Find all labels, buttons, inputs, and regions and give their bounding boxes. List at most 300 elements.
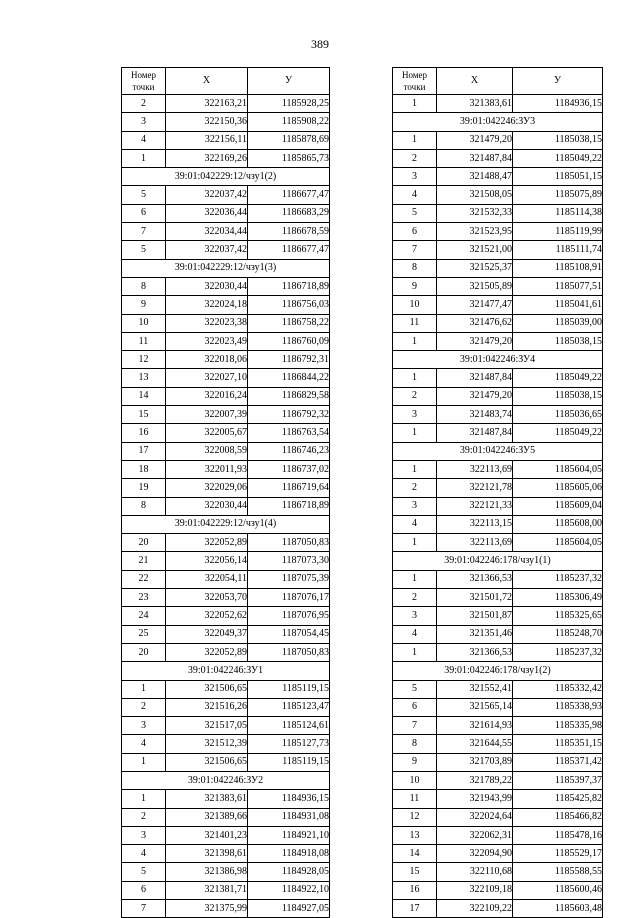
- y-coordinate-cell: 1185114,38: [513, 204, 603, 222]
- table-row: [393, 698, 603, 716]
- x-coordinate-cell: 321501,87: [437, 607, 513, 625]
- point-number-cell: 4: [393, 186, 437, 204]
- y-coordinate-cell: 1185111,74: [513, 241, 603, 259]
- header-x: X: [437, 68, 513, 95]
- y-coordinate-cell: 1185119,99: [513, 223, 603, 241]
- y-coordinate-cell: 1184918,08: [248, 845, 330, 863]
- point-number-cell: 4: [122, 845, 166, 863]
- point-number-cell: 5: [122, 186, 166, 204]
- table-row: [122, 351, 330, 369]
- y-coordinate-cell: 1185478,16: [513, 826, 603, 844]
- x-coordinate-cell: 321375,99: [166, 900, 248, 918]
- x-coordinate-cell: 321506,65: [166, 753, 248, 771]
- y-coordinate-cell: 1184921,10: [248, 826, 330, 844]
- y-coordinate-cell: 1185237,32: [513, 570, 603, 588]
- x-coordinate-cell: 321483,74: [437, 406, 513, 424]
- y-coordinate-cell: 1185051,15: [513, 168, 603, 186]
- y-coordinate-cell: 1185397,37: [513, 771, 603, 789]
- x-coordinate-cell: 322156,11: [166, 131, 248, 149]
- section-row: [122, 259, 330, 277]
- point-number-cell: 16: [122, 424, 166, 442]
- x-coordinate-cell: 322005,67: [166, 424, 248, 442]
- x-coordinate-cell: 322109,22: [437, 900, 513, 918]
- table-row: [122, 625, 330, 643]
- table-row: [393, 277, 603, 295]
- y-coordinate-cell: 1186829,58: [248, 387, 330, 405]
- table-row: [122, 406, 330, 424]
- y-coordinate-cell: 1185108,91: [513, 259, 603, 277]
- y-coordinate-cell: 1185049,22: [513, 424, 603, 442]
- header-y: У: [248, 68, 330, 95]
- table-row: [122, 479, 330, 497]
- table-row: [393, 259, 603, 277]
- y-coordinate-cell: 1187050,83: [248, 534, 330, 552]
- point-number-cell: 4: [122, 131, 166, 149]
- point-number-cell: 1: [122, 790, 166, 808]
- table-row: [393, 808, 603, 826]
- table-row: [122, 534, 330, 552]
- x-coordinate-cell: 322023,49: [166, 332, 248, 350]
- y-coordinate-cell: 1184936,15: [513, 95, 603, 113]
- point-number-cell: 1: [393, 534, 437, 552]
- point-number-cell: 24: [122, 607, 166, 625]
- table-row: [393, 369, 603, 387]
- point-number-cell: 13: [122, 369, 166, 387]
- x-coordinate-cell: 321386,98: [166, 863, 248, 881]
- y-coordinate-cell: 1185237,32: [513, 643, 603, 661]
- y-coordinate-cell: 1187054,45: [248, 625, 330, 643]
- y-coordinate-cell: 1186677,47: [248, 241, 330, 259]
- point-number-cell: 15: [122, 406, 166, 424]
- y-coordinate-cell: 1185123,47: [248, 698, 330, 716]
- table-row: [122, 735, 330, 753]
- point-number-cell: 3: [122, 717, 166, 735]
- coordinates-table-right: [392, 67, 603, 918]
- table-row: [122, 900, 330, 918]
- point-number-cell: 7: [122, 223, 166, 241]
- x-coordinate-cell: 321351,46: [437, 625, 513, 643]
- header-x: X: [166, 68, 248, 95]
- table-row: [122, 204, 330, 222]
- y-coordinate-cell: 1186792,31: [248, 351, 330, 369]
- x-coordinate-cell: 321487,84: [437, 424, 513, 442]
- x-coordinate-cell: 322113,69: [437, 460, 513, 478]
- section-row: [393, 351, 603, 369]
- table-row: [122, 296, 330, 314]
- table-row: [393, 570, 603, 588]
- point-number-cell: 7: [122, 900, 166, 918]
- x-coordinate-cell: 321565,14: [437, 698, 513, 716]
- table-row: [393, 460, 603, 478]
- y-coordinate-cell: 1185351,15: [513, 735, 603, 753]
- x-coordinate-cell: 321552,41: [437, 680, 513, 698]
- x-coordinate-cell: 322054,11: [166, 570, 248, 588]
- point-number-cell: 1: [122, 149, 166, 167]
- x-coordinate-cell: 322049,37: [166, 625, 248, 643]
- table-row: [393, 95, 603, 113]
- section-label: 39:01:042246:178/чзу1(2): [393, 662, 603, 680]
- y-coordinate-cell: 1185124,61: [248, 717, 330, 735]
- point-number-cell: 2: [122, 95, 166, 113]
- y-coordinate-cell: 1185127,73: [248, 735, 330, 753]
- table-body-left: [122, 95, 330, 918]
- point-number-cell: 1: [393, 424, 437, 442]
- point-number-cell: 23: [122, 589, 166, 607]
- point-number-cell: 16: [393, 881, 437, 899]
- y-coordinate-cell: 1185335,98: [513, 717, 603, 735]
- point-number-cell: 7: [393, 717, 437, 735]
- x-coordinate-cell: 321477,47: [437, 296, 513, 314]
- table-row: [122, 698, 330, 716]
- point-number-cell: 4: [393, 625, 437, 643]
- header-row: [393, 68, 603, 95]
- point-number-cell: 6: [393, 698, 437, 716]
- section-label: 39:01:042229:12/чзу1(3): [122, 259, 330, 277]
- x-coordinate-cell: 321789,22: [437, 771, 513, 789]
- y-coordinate-cell: 1184936,15: [248, 790, 330, 808]
- point-number-cell: 6: [122, 204, 166, 222]
- table-row: [122, 460, 330, 478]
- table-row: [122, 332, 330, 350]
- y-coordinate-cell: 1185588,55: [513, 863, 603, 881]
- table-row: [122, 607, 330, 625]
- table-row: [393, 607, 603, 625]
- x-coordinate-cell: 321517,05: [166, 717, 248, 735]
- section-label: 39:01:042246:ЗУ1: [122, 662, 330, 680]
- point-number-cell: 8: [393, 735, 437, 753]
- y-coordinate-cell: 1185928,25: [248, 95, 330, 113]
- y-coordinate-cell: 1185878,69: [248, 131, 330, 149]
- x-coordinate-cell: 321943,99: [437, 790, 513, 808]
- y-coordinate-cell: 1185077,51: [513, 277, 603, 295]
- point-number-cell: 6: [393, 223, 437, 241]
- y-coordinate-cell: 1186677,47: [248, 186, 330, 204]
- x-coordinate-cell: 322030,44: [166, 277, 248, 295]
- section-row: [122, 662, 330, 680]
- point-number-cell: 9: [393, 277, 437, 295]
- table-row: [122, 881, 330, 899]
- x-coordinate-cell: 322056,14: [166, 552, 248, 570]
- x-coordinate-cell: 321525,37: [437, 259, 513, 277]
- x-coordinate-cell: 322024,64: [437, 808, 513, 826]
- y-coordinate-cell: 1185075,89: [513, 186, 603, 204]
- section-label: 39:01:042246:178/чзу1(1): [393, 552, 603, 570]
- table-row: [393, 131, 603, 149]
- table-row: [393, 314, 603, 332]
- table-row: [122, 113, 330, 131]
- table-row: [122, 790, 330, 808]
- x-coordinate-cell: 321479,20: [437, 131, 513, 149]
- y-coordinate-cell: 1185119,15: [248, 680, 330, 698]
- table-row: [393, 589, 603, 607]
- x-coordinate-cell: 322052,62: [166, 607, 248, 625]
- section-label: 39:01:042246:ЗУ4: [393, 351, 603, 369]
- y-coordinate-cell: 1186719,64: [248, 479, 330, 497]
- point-number-cell: 10: [393, 771, 437, 789]
- y-coordinate-cell: 1187076,17: [248, 589, 330, 607]
- table-row: [393, 241, 603, 259]
- table-row: [122, 223, 330, 241]
- table-row: [393, 790, 603, 808]
- y-coordinate-cell: 1186792,32: [248, 406, 330, 424]
- y-coordinate-cell: 1185908,22: [248, 113, 330, 131]
- x-coordinate-cell: 322037,42: [166, 241, 248, 259]
- coordinates-table-left: [121, 67, 330, 918]
- point-number-cell: 17: [122, 442, 166, 460]
- point-number-cell: 2: [393, 387, 437, 405]
- table-row: [393, 223, 603, 241]
- x-coordinate-cell: 322113,15: [437, 515, 513, 533]
- header-point-number: Номер точки: [122, 68, 166, 95]
- x-coordinate-cell: 321523,95: [437, 223, 513, 241]
- x-coordinate-cell: 322110,68: [437, 863, 513, 881]
- header-y: У: [513, 68, 603, 95]
- table-row: [393, 643, 603, 661]
- point-number-cell: 7: [393, 241, 437, 259]
- point-number-cell: 1: [122, 753, 166, 771]
- y-coordinate-cell: 1185529,17: [513, 845, 603, 863]
- x-coordinate-cell: 322036,44: [166, 204, 248, 222]
- x-coordinate-cell: 321479,20: [437, 387, 513, 405]
- point-number-cell: 20: [122, 534, 166, 552]
- table-row: [393, 900, 603, 918]
- x-coordinate-cell: 321366,53: [437, 570, 513, 588]
- point-number-cell: 3: [122, 826, 166, 844]
- y-coordinate-cell: 1185425,82: [513, 790, 603, 808]
- y-coordinate-cell: 1186718,89: [248, 497, 330, 515]
- y-coordinate-cell: 1187076,95: [248, 607, 330, 625]
- table-row: [393, 534, 603, 552]
- table-row: [122, 277, 330, 295]
- point-number-cell: 9: [122, 296, 166, 314]
- x-coordinate-cell: 322007,39: [166, 406, 248, 424]
- x-coordinate-cell: 322121,78: [437, 479, 513, 497]
- x-coordinate-cell: 321614,93: [437, 717, 513, 735]
- table-row: [393, 186, 603, 204]
- point-number-cell: 3: [393, 497, 437, 515]
- table-row: [393, 424, 603, 442]
- y-coordinate-cell: 1186763,54: [248, 424, 330, 442]
- point-number-cell: 5: [122, 863, 166, 881]
- table-row: [122, 387, 330, 405]
- x-coordinate-cell: 321389,66: [166, 808, 248, 826]
- point-number-cell: 2: [393, 149, 437, 167]
- table-row: [393, 881, 603, 899]
- table-row: [393, 863, 603, 881]
- point-number-cell: 3: [122, 113, 166, 131]
- point-number-cell: 9: [393, 753, 437, 771]
- table-row: [122, 241, 330, 259]
- point-number-cell: 14: [122, 387, 166, 405]
- y-coordinate-cell: 1185608,00: [513, 515, 603, 533]
- y-coordinate-cell: 1185338,93: [513, 698, 603, 716]
- section-row: [393, 113, 603, 131]
- table-row: [122, 753, 330, 771]
- x-coordinate-cell: 322113,69: [437, 534, 513, 552]
- x-coordinate-cell: 322163,21: [166, 95, 248, 113]
- point-number-cell: 6: [122, 881, 166, 899]
- section-row: [122, 771, 330, 789]
- y-coordinate-cell: 1187075,39: [248, 570, 330, 588]
- x-coordinate-cell: 321703,89: [437, 753, 513, 771]
- x-coordinate-cell: 321508,05: [437, 186, 513, 204]
- table-row: [393, 406, 603, 424]
- point-number-cell: 3: [393, 168, 437, 186]
- x-coordinate-cell: 321487,84: [437, 149, 513, 167]
- table-row: [393, 845, 603, 863]
- y-coordinate-cell: 1184922,10: [248, 881, 330, 899]
- y-coordinate-cell: 1185036,65: [513, 406, 603, 424]
- point-number-cell: 1: [393, 332, 437, 350]
- y-coordinate-cell: 1186756,03: [248, 296, 330, 314]
- y-coordinate-cell: 1185332,42: [513, 680, 603, 698]
- table-row: [393, 204, 603, 222]
- point-number-cell: 15: [393, 863, 437, 881]
- table-row: [122, 442, 330, 460]
- table-row: [393, 717, 603, 735]
- header-point-number: Номер точки: [393, 68, 437, 95]
- section-label: 39:01:042229:12/чзу1(4): [122, 515, 330, 533]
- y-coordinate-cell: 1185306,49: [513, 589, 603, 607]
- y-coordinate-cell: 1185604,05: [513, 460, 603, 478]
- y-coordinate-cell: 1185466,82: [513, 808, 603, 826]
- x-coordinate-cell: 321381,71: [166, 881, 248, 899]
- table-row: [393, 168, 603, 186]
- x-coordinate-cell: 322053,70: [166, 589, 248, 607]
- point-number-cell: 5: [393, 204, 437, 222]
- point-number-cell: 13: [393, 826, 437, 844]
- point-number-cell: 11: [393, 790, 437, 808]
- section-row: [122, 168, 330, 186]
- point-number-cell: 1: [393, 95, 437, 113]
- table-row: [122, 808, 330, 826]
- point-number-cell: 17: [393, 900, 437, 918]
- point-number-cell: 25: [122, 625, 166, 643]
- x-coordinate-cell: 322034,44: [166, 223, 248, 241]
- y-coordinate-cell: 1186737,02: [248, 460, 330, 478]
- x-coordinate-cell: 321383,61: [437, 95, 513, 113]
- table-row: [393, 680, 603, 698]
- point-number-cell: 5: [393, 680, 437, 698]
- point-number-cell: 1: [393, 643, 437, 661]
- y-coordinate-cell: 1185038,15: [513, 131, 603, 149]
- section-label: 39:01:042246:ЗУ5: [393, 442, 603, 460]
- table-row: [393, 753, 603, 771]
- y-coordinate-cell: 1186746,23: [248, 442, 330, 460]
- x-coordinate-cell: 322052,89: [166, 534, 248, 552]
- table-row: [122, 680, 330, 698]
- point-number-cell: 1: [393, 369, 437, 387]
- table-body-right: [393, 95, 603, 918]
- x-coordinate-cell: 322169,26: [166, 149, 248, 167]
- x-coordinate-cell: 322062,31: [437, 826, 513, 844]
- x-coordinate-cell: 321512,39: [166, 735, 248, 753]
- x-coordinate-cell: 322018,06: [166, 351, 248, 369]
- table-row: [122, 717, 330, 735]
- table-row: [122, 552, 330, 570]
- point-number-cell: 19: [122, 479, 166, 497]
- section-row: [393, 662, 603, 680]
- table-row: [122, 845, 330, 863]
- y-coordinate-cell: 1185605,06: [513, 479, 603, 497]
- point-number-cell: 5: [122, 241, 166, 259]
- x-coordinate-cell: 322030,44: [166, 497, 248, 515]
- header-row: [122, 68, 330, 95]
- x-coordinate-cell: 322037,42: [166, 186, 248, 204]
- x-coordinate-cell: 321479,20: [437, 332, 513, 350]
- table-row: [122, 424, 330, 442]
- table-row: [393, 149, 603, 167]
- table-row: [393, 296, 603, 314]
- point-number-cell: 21: [122, 552, 166, 570]
- x-coordinate-cell: 321476,62: [437, 314, 513, 332]
- point-number-cell: 18: [122, 460, 166, 478]
- point-number-cell: 11: [393, 314, 437, 332]
- section-label: 39:01:042246:ЗУ3: [393, 113, 603, 131]
- point-number-cell: 12: [393, 808, 437, 826]
- table-row: [122, 314, 330, 332]
- y-coordinate-cell: 1185038,15: [513, 332, 603, 350]
- point-number-cell: 4: [122, 735, 166, 753]
- y-coordinate-cell: 1186758,22: [248, 314, 330, 332]
- x-coordinate-cell: 322027,10: [166, 369, 248, 387]
- table-row: [122, 149, 330, 167]
- table-row: [122, 497, 330, 515]
- x-coordinate-cell: 322094,90: [437, 845, 513, 863]
- y-coordinate-cell: 1186678,59: [248, 223, 330, 241]
- point-number-cell: 8: [122, 497, 166, 515]
- y-coordinate-cell: 1185865,73: [248, 149, 330, 167]
- y-coordinate-cell: 1185600,46: [513, 881, 603, 899]
- y-coordinate-cell: 1185609,04: [513, 497, 603, 515]
- y-coordinate-cell: 1187050,83: [248, 643, 330, 661]
- x-coordinate-cell: 322016,24: [166, 387, 248, 405]
- section-label: 39:01:042246:ЗУ2: [122, 771, 330, 789]
- y-coordinate-cell: 1185248,70: [513, 625, 603, 643]
- point-number-cell: 22: [122, 570, 166, 588]
- table-row: [122, 95, 330, 113]
- y-coordinate-cell: 1185325,65: [513, 607, 603, 625]
- x-coordinate-cell: 321383,61: [166, 790, 248, 808]
- x-coordinate-cell: 322121,33: [437, 497, 513, 515]
- table-row: [122, 826, 330, 844]
- y-coordinate-cell: 1185603,48: [513, 900, 603, 918]
- point-number-cell: 1: [393, 131, 437, 149]
- point-number-cell: 2: [122, 698, 166, 716]
- x-coordinate-cell: 321521,00: [437, 241, 513, 259]
- table-row: [122, 589, 330, 607]
- table-row: [122, 570, 330, 588]
- table-row: [393, 497, 603, 515]
- x-coordinate-cell: 322023,38: [166, 314, 248, 332]
- x-coordinate-cell: 321398,61: [166, 845, 248, 863]
- x-coordinate-cell: 321501,72: [437, 589, 513, 607]
- point-number-cell: 8: [122, 277, 166, 295]
- y-coordinate-cell: 1185371,42: [513, 753, 603, 771]
- page-number: 389: [311, 37, 329, 51]
- x-coordinate-cell: 321488,47: [437, 168, 513, 186]
- y-coordinate-cell: 1186718,89: [248, 277, 330, 295]
- point-number-cell: 3: [393, 406, 437, 424]
- y-coordinate-cell: 1185038,15: [513, 387, 603, 405]
- point-number-cell: 4: [393, 515, 437, 533]
- point-number-cell: 2: [122, 808, 166, 826]
- point-number-cell: 14: [393, 845, 437, 863]
- point-number-cell: 2: [393, 589, 437, 607]
- y-coordinate-cell: 1185119,15: [248, 753, 330, 771]
- point-number-cell: 3: [393, 607, 437, 625]
- x-coordinate-cell: 322008,59: [166, 442, 248, 460]
